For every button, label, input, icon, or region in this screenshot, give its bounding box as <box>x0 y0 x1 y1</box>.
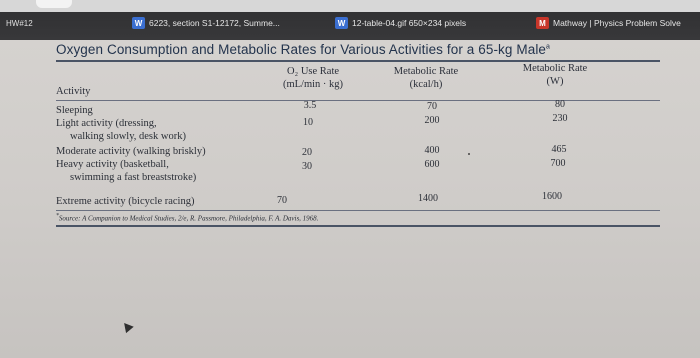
row-o2: 10 <box>303 117 313 128</box>
header-activity: Activity <box>56 86 91 97</box>
row-o2: 20 <box>302 147 312 158</box>
table-source-note: *Source: A Companion to Medical Studies, 2/e, R. Passmore, Philadelphia, F. A. Davis, 1968. <box>56 213 319 223</box>
bookmark-label: 12-table-04.gif 650×234 pixels <box>352 18 467 28</box>
bookmark-label: Mathway | Physics Problem Solve <box>553 18 681 28</box>
row-activity: Extreme activity (bicycle racing) <box>56 196 195 207</box>
word-doc-icon: W <box>335 17 348 29</box>
row-kcal: 400 <box>424 145 440 156</box>
table-title-text: Oxygen Consumption and Metabolic Rates for Various Activities for a 65-kg Male <box>56 42 547 57</box>
source-text: A Companion to Medical Studies, 2/e, R. Passmore, Philadelphia, F. A. Davis, 1968. <box>82 214 319 223</box>
row-kcal: 200 <box>424 115 440 126</box>
source-label: Source: <box>58 214 81 223</box>
header-o2-line2: (mL/min · kg) <box>282 79 344 90</box>
row-activity: Moderate activity (walking briskly) <box>56 146 206 157</box>
mathway-icon: M <box>536 17 549 29</box>
table-bottom-rule <box>56 210 660 211</box>
header-kcal-line1: Metabolic Rate <box>393 66 459 77</box>
row-activity: Heavy activity (basketball, <box>56 159 169 170</box>
bookmark-label: 6223, section S1-12172, Summe... <box>149 18 280 28</box>
bookmark-course-section[interactable] <box>132 14 280 32</box>
row-activity-cont: swimming a fast breaststroke) <box>70 172 197 183</box>
bookmark-mathway[interactable] <box>536 14 681 32</box>
row-kcal: 1400 <box>418 193 438 204</box>
row-watt: 1600 <box>542 191 562 202</box>
row-o2: 30 <box>302 161 312 172</box>
bookmark-table-gif[interactable] <box>335 14 466 32</box>
row-kcal: 70 <box>427 101 437 112</box>
header-watt-line1: Metabolic Rate <box>522 63 588 74</box>
header-o2 <box>268 65 358 91</box>
window-top-strip <box>0 0 700 12</box>
stray-mark <box>468 153 470 155</box>
row-watt: 465 <box>551 144 567 155</box>
table-title <box>56 42 550 57</box>
row-activity-cont: walking slowly, desk work) <box>70 131 186 142</box>
header-kcal-line2: (kcal/h) <box>409 79 443 90</box>
row-activity: Light activity (dressing, <box>56 118 157 129</box>
row-watt: 700 <box>550 158 566 169</box>
word-doc-icon: W <box>132 17 145 29</box>
row-activity: Sleeping <box>56 105 93 116</box>
row-watt: 230 <box>552 113 568 124</box>
title-footnote-mark: a <box>546 43 551 51</box>
row-o2: 3.5 <box>303 100 317 111</box>
table-foot-rule <box>56 225 660 227</box>
row-watt: 80 <box>555 99 565 110</box>
bookmark-hw12[interactable]: HW#12 <box>6 19 33 28</box>
row-o2: 70 <box>277 195 287 206</box>
header-o2-line1: O₂ Use Rate <box>286 66 340 77</box>
tab-edge <box>36 0 72 8</box>
header-watt-line2: (W) <box>546 76 564 87</box>
header-watt <box>505 62 605 88</box>
row-kcal: 600 <box>424 159 440 170</box>
header-kcal <box>378 65 474 91</box>
